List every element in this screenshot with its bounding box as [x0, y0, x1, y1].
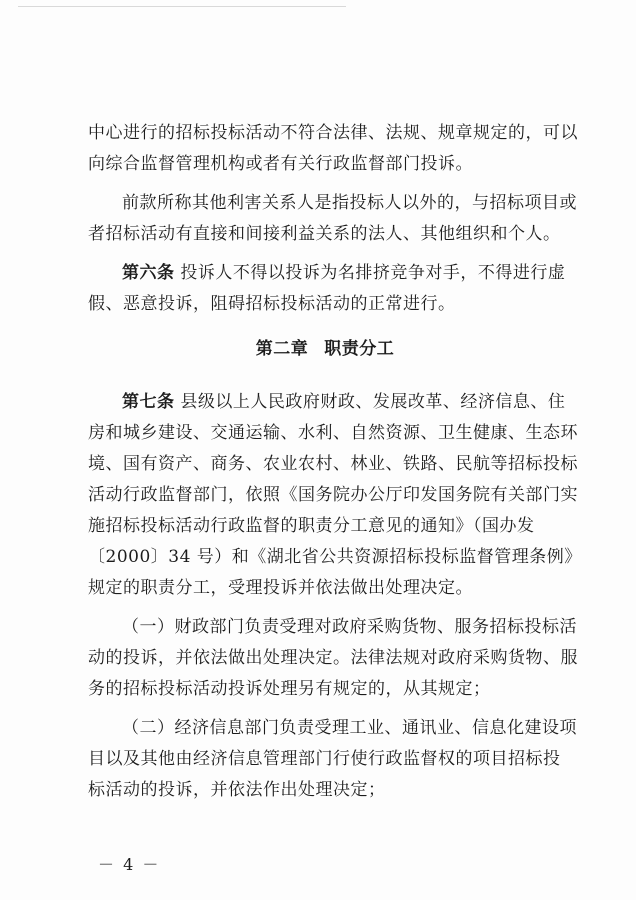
- text-line: 县级以上人民政府财政、发展改革、经济信息、住: [180, 392, 566, 412]
- text-line: 向综合监督管理机构或者有关行政监督部门投诉。: [88, 154, 473, 174]
- text-line: 标活动的投诉，并依法作出处理决定；: [88, 780, 386, 800]
- page-number: － 4 －: [98, 855, 161, 874]
- text-line: 境、国有资产、商务、农业农村、林业、铁路、民航等招标投标: [88, 454, 578, 474]
- text-line: 〔2000〕34 号）和《湖北省公共资源招标投标监督管理条例》: [88, 547, 582, 567]
- item-1-finance: [88, 612, 578, 705]
- text-line: 动的投诉，并依法做出处理决定。法律法规对政府采购货物、服: [88, 648, 578, 668]
- text-line: 中心进行的招标投标活动不符合法律、法规、规章规定的，可以: [88, 123, 578, 143]
- text-line: 活动行政监督部门，依照《国务院办公厅印发国务院有关部门实: [88, 485, 578, 505]
- article-6: [88, 258, 566, 320]
- article-7-label: 第七条: [122, 392, 175, 412]
- scan-edge-line: [18, 6, 346, 7]
- chapter-number: 第二章: [255, 339, 309, 359]
- text-line: 者招标活动有直接和间接利益关系的法人、其他组织和个人。: [88, 224, 561, 244]
- text-line: 投诉人不得以投诉为名排挤竞争对手，不得进行虚: [180, 263, 566, 283]
- chapter-heading: [88, 334, 562, 365]
- article-6-label: 第六条: [122, 263, 175, 283]
- text-line: 目以及其他由经济信息管理部门行使行政监督权的项目招标投: [88, 749, 561, 769]
- text-line: 假、恶意投诉，阻碍招标投标活动的正常进行。: [88, 294, 456, 314]
- chapter-title: 职责分工: [324, 339, 395, 359]
- text-line: （一）财政部门负责受理对政府采购货物、服务招标投标活: [122, 617, 577, 637]
- text-line: 施招标投标活动行政监督的职责分工意见的通知》（国办发: [88, 516, 535, 536]
- paragraph-stakeholder-definition: [88, 188, 577, 250]
- paragraph-complaint-continuation: [88, 118, 578, 180]
- text-line: 务的招标投标活动投诉处理另有规定的，从其规定；: [88, 679, 491, 699]
- text-line: 前款所称其他利害关系人是指投标人以外的，与招标项目或: [122, 193, 577, 213]
- text-line: （二）经济信息部门负责受理工业、通讯业、信息化建设项: [122, 718, 577, 738]
- text-line: 规定的职责分工，受理投诉并依法做出处理决定。: [88, 578, 473, 598]
- document-body: [88, 118, 582, 814]
- text-line: 房和城乡建设、交通运输、水利、自然资源、卫生健康、生态环: [88, 423, 578, 443]
- item-2-economy-info: [88, 713, 577, 806]
- article-6-first-line: [88, 258, 566, 289]
- article-7: [88, 387, 582, 604]
- article-7-first-line: [88, 387, 566, 418]
